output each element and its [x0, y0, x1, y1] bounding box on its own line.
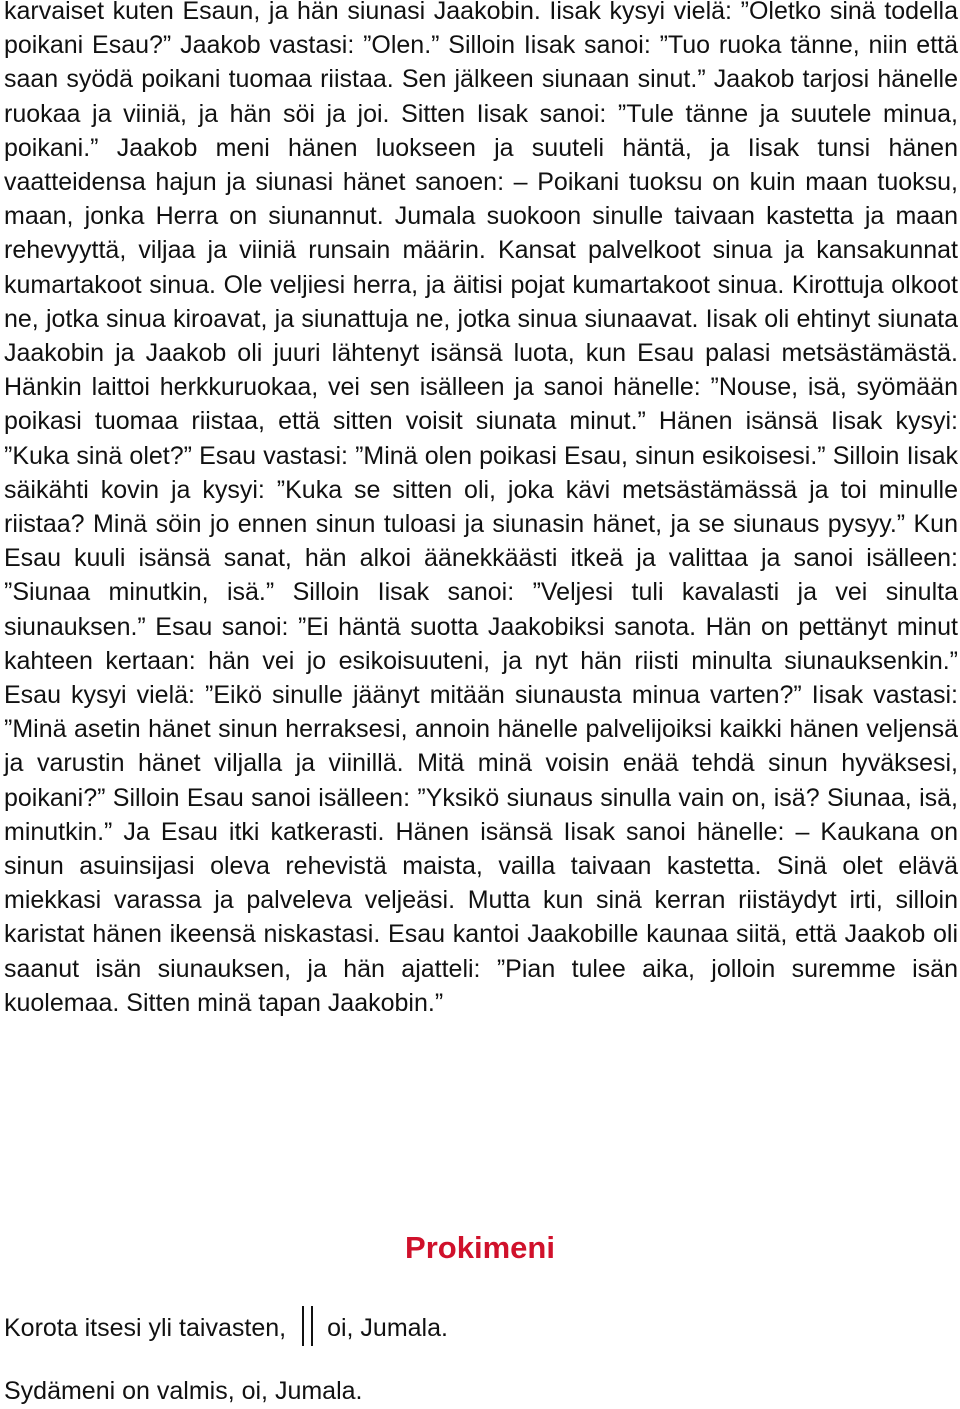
verse-divider-icon — [302, 1306, 313, 1346]
prokimeni-heading: Prokimeni — [405, 1230, 555, 1265]
prokimeni-verse-1 — [4, 1306, 448, 1346]
prokimeni-verse-2: Sydämeni on valmis, oi, Jumala. — [4, 1377, 363, 1405]
verse-1-second-half: oi, Jumala. — [327, 1314, 448, 1342]
verse-1-first-half: Korota itsesi yli taivasten, — [4, 1314, 287, 1342]
scripture-paragraph: karvaiset kuten Esaun, ja hän siunasi Jaakobin. Iisak kysyi vielä: ”Oletko sinä todella poikani Esau?” Jaakob vastasi: ”Olen.” Silloin Iisak sanoi: ”Tuo ruoka tänne, niin että saan syödä poikani tuomaa riistaa. Sen jälkeen siunaan sinut.” Jaakob tarjosi hänelle ruokaa ja viiniä, ja hän söi ja joi. Sitten Iisak sanoi: ”Tule tänne ja suutele minua, poikani.” Jaakob meni hänen luokseen ja suuteli häntä, ja Iisak tunsi hänen vaatteidensa hajun ja siunasi hänet sanoen: – Poikani tuoksu on kuin maan tuoksu, maan, jonka Herra on siunannut. Jumala suokoon sinulle taivaan kastetta ja maan rehevyyttä, viljaa ja viiniä runsain määrin. Kansat palvelkoot sinua ja kansakunnat kumartakoot sinua. Ole veljiesi herra, ja äitisi pojat kumartakoot sinua. Kirottuja olkoot ne, jotka sinua kiroavat, ja siunattuja ne, jotka sinua siunaavat. Iisak oli ehtinyt siunata Jaakobin ja Jaakob oli juuri lähtenyt isänsä luota, kun Esau palasi metsästämästä. Hänkin laittoi herkkuruokaa, vei sen isälleen ja sanoi hänelle: ”Nouse, isä, syömään poikasi tuomaa riistaa, että sitten voisit siunata minut.” Hänen isänsä Iisak kysyi: ”Kuka sinä olet?” Esau vastasi: ”Minä olen poikasi Esau, sinun esikoisesi.” Silloin Iisak säikähti kovin ja kysyi: ”Kuka se sitten oli, joka kävi metsästämässä ja toi minulle riistaa? Minä söin jo ennen sinun tuloasi ja siunasin hänet, ja se siunaus pysyy.” Kun Esau kuuli isänsä sanat, hän alkoi äänekkäästi itkeä ja valittaa ja sanoi isälleen: ”Siunaa minutkin, isä.” Silloin Iisak sanoi: ”Veljesi tuli kavalasti ja vei sinulta siunauksen.” Esau sanoi: ”Ei häntä suotta Jaakobiksi sanota. Hän on pettänyt minut kahteen kertaan: hän vei jo esikoisuuteni, ja nyt hän riisti minulta siunauksenkin.” Esau kysyi vielä: ”Eikö sinulle jäänyt mitään siunausta minua varten?” Iisak vastasi: ”Minä asetin hänet sinun herraksesi, annoin hänelle palvelijoiksi kaikki hänen veljensä ja varustin hänet viljalla ja viinillä. Mitä minä voisin enää tehdä sinun hyväksesi, poikani?” Silloin Esau sanoi isälleen: ”Yksikö siunaus sinulla vain on, isä? Siunaa, isä, minutkin.” Ja Esau itki katkerasti. Hänen isänsä Iisak sanoi hänelle: – Kaukana on sinun asuinsijasi oleva rehevistä maista, vailla taivaan kastetta. Sinä olet elävä miekkasi varassa ja palveleva veljeäsi. Mutta kun sinä kerran riistäydyt irti, silloin karistat hänen ikeensä niskastasi. Esau kantoi Jaakobille kaunaa siitä, että Jaakob oli saanut isän siunauksen, ja hän ajatteli: ”Pian tulee aika, jolloin suremme isän kuolemaa. Sitten minä tapan Jaakobin.” — [4, 0, 958, 1017]
